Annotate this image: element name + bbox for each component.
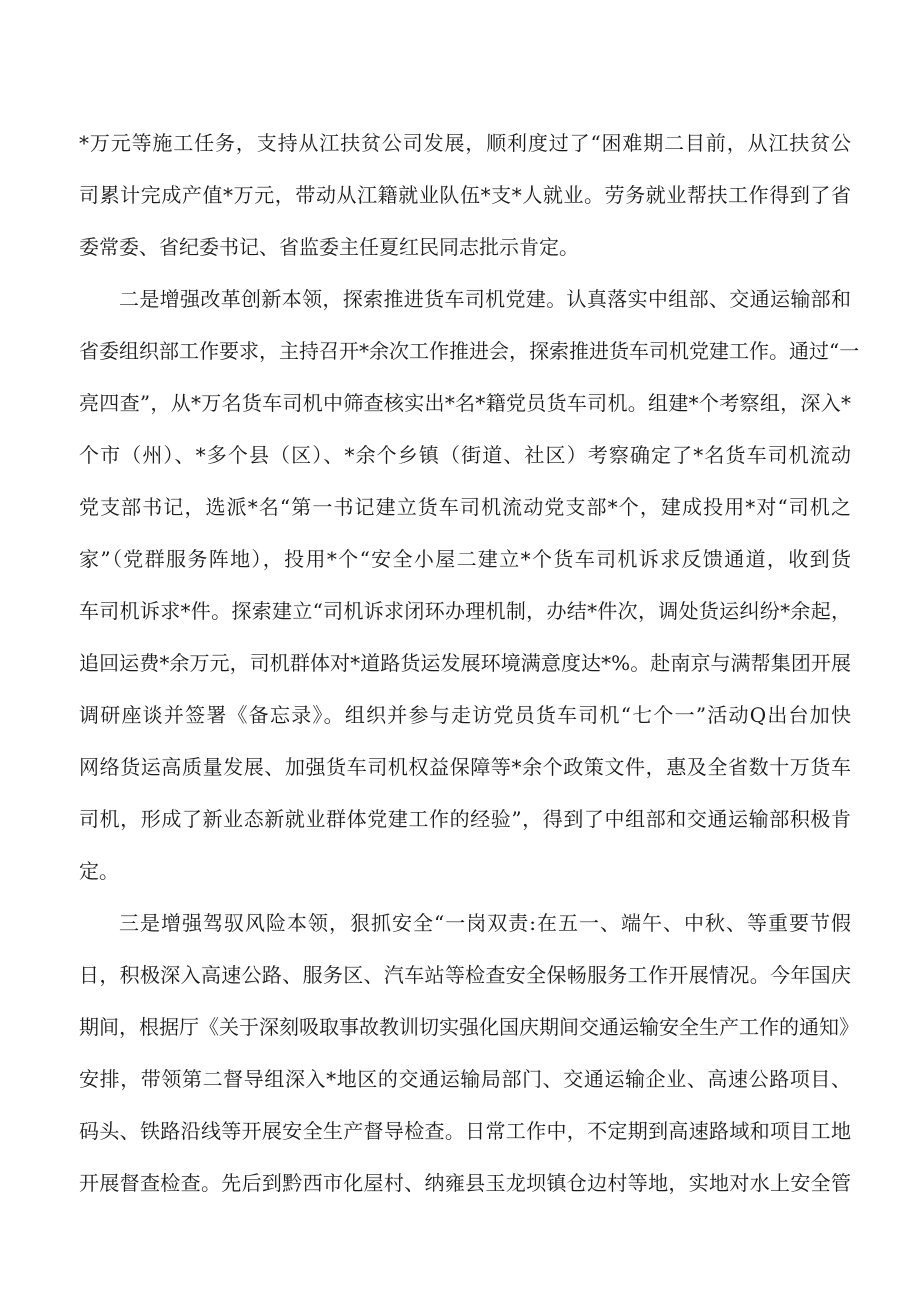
paragraph-3-line-1: 三是增强驾驭风险本领，狠抓安全“一岗双责:在五一、端午、中秋、等重要节假 — [119, 911, 851, 935]
paragraph-3-line-6: 开展督查检查。先后到黔西市化屋村、纳雍县玉龙坝镇仓边村等地，实地对水上安全管 — [79, 1171, 851, 1195]
paragraph-3-line-2: 日，积极深入高速公路、服务区、汽车站等检查安全保畅服务工作开展情况。今年国庆 — [79, 963, 851, 987]
paragraph-1-line-3: 委常委、省纪委书记、省监委主任夏红民同志批示肯定。 — [79, 235, 579, 259]
paragraph-2-line-5: 党支部书记，选派*名“第一书记建立货车司机流动党支部*个，建成投用*对“司机之 — [79, 495, 851, 519]
paragraph-2-line-11: 司机，形成了新业态新就业群体党建工作的经验”，得到了中组部和交通运输部积极肯 — [79, 807, 851, 831]
paragraph-2-line-2: 省委组织部工作要求，主持召开*余次工作推进会，探索推进货车司机党建工作。通过“一 — [79, 339, 860, 363]
paragraph-2-line-4: 个市（州）、*多个县（区）、*余个乡镇（街道、社区）考察确定了*名货车司机流动 — [79, 443, 851, 467]
paragraph-2-line-12: 定。 — [79, 859, 119, 883]
paragraph-3-line-5: 码头、铁路沿线等开展安全生产督导检查。日常工作中，不定期到高速路域和项目工地 — [79, 1119, 851, 1143]
paragraph-2-line-10: 网络货运高质量发展、加强货车司机权益保障等*余个政策文件，惠及全省数十万货车 — [79, 755, 851, 779]
paragraph-1-line-1: *万元等施工任务，支持从江扶贫公司发展，顺利度过了“困难期二目前，从江扶贫公 — [79, 131, 851, 155]
paragraph-2-line-7: 车司机诉求*件。探索建立“司机诉求闭环办理机制，办结*件次，调处货运纠纷*余起， — [79, 599, 851, 623]
paragraph-2-line-1: 二是增强改革创新本领，探索推进货车司机党建。认真落实中组部、交通运输部和 — [119, 287, 851, 311]
paragraph-2-line-8: 追回运费*余万元，司机群体对*道路货运发展环境满意度达*%。赴南京与满帮集团开展 — [79, 651, 851, 675]
paragraph-2-line-6: 家”（党群服务阵地），投用*个“安全小屋二建立*个货车司机诉求反馈通道，收到货 — [79, 547, 851, 571]
paragraph-3-line-3: 期间，根据厅《关于深刻吸取事故教训切实强化国庆期间交通运输安全生产工作的通知》 — [79, 1015, 859, 1039]
paragraph-2-line-9: 调研座谈并签署《备忘录》。组织并参与走访党员货车司机“七个一”活动Q出台加快 — [79, 703, 851, 727]
paragraph-2-line-3: 亮四查”，从*万名货车司机中筛查核实出*名*籍党员货车司机。组建*个考察组，深入* — [79, 391, 851, 415]
paragraph-3-line-4: 安排，带领第二督导组深入*地区的交通运输局部门、交通运输企业、高速公路项目、 — [79, 1067, 851, 1091]
paragraph-1-line-2: 司累计完成产值*万元，带动从江籍就业队伍*支*人就业。劳务就业帮扶工作得到了省 — [79, 183, 851, 207]
